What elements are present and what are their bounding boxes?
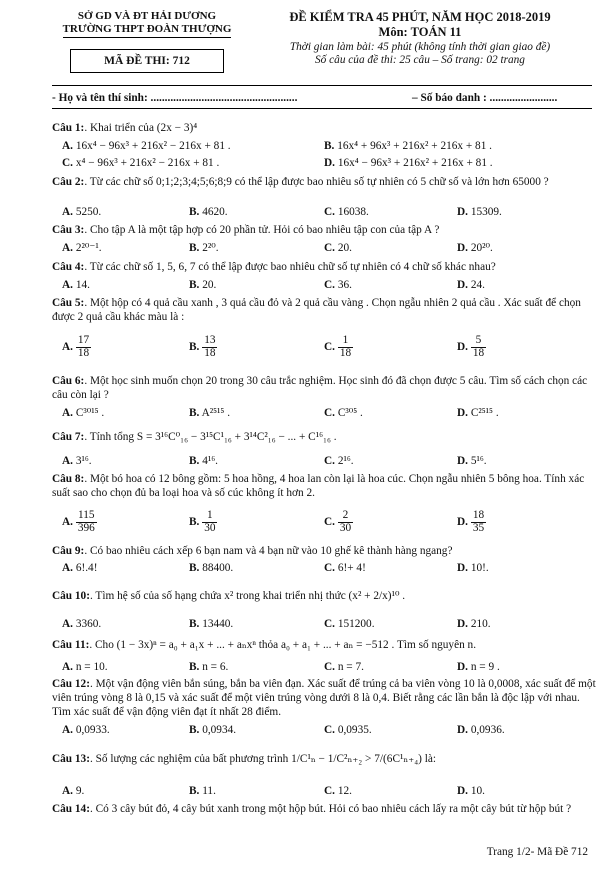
question-4-options [62,279,597,294]
option-b: B. $\frac{13}{18}$ [189,334,216,359]
exam-title: ĐỀ KIỂM TRA 45 PHÚT, NĂM HỌC 2018-2019 [289,10,551,24]
option-a: A. 3360. [62,618,102,630]
question-5 [52,297,597,325]
question-text: . Khai triển của (2x − 3)⁴ [84,122,198,134]
option-a: A. C³⁰¹⁵ . [62,407,105,419]
option-d: D. 5¹⁶. [457,455,487,467]
question-3 [52,224,597,238]
question-9 [52,545,597,559]
option-a: A. n = 10. [62,661,108,673]
student-name-field: - Họ và tên thí sinh: .................................................... [52,92,298,104]
question-5-options [62,335,597,369]
option-c: C. 6!+ 4! [324,562,366,574]
option-a: A. 14. [62,279,90,291]
option-b: B. n = 6. [189,661,229,673]
option-c: C. 0,0935. [324,724,372,736]
question-label: Câu 3: [52,224,85,236]
option-b: B. 0,0934. [189,724,237,736]
question-text: . Từ các chữ số 0;1;2;3;4;5;6;8;9 có thể lập được bao nhiêu số tự nhiên có 5 chữ số và lớn hơn 65000 ? [84,176,549,188]
option-a: A. 16x⁴ − 96x³ + 216x² − 216x + 81 . [62,140,231,152]
question-3-options [62,242,597,257]
option-b: B. A²⁵¹⁵ . [189,407,231,419]
option-d: D. 10!. [457,562,489,574]
school-header [52,10,242,38]
question-label: Câu 4: [52,261,85,273]
question-text: . Một học sinh muốn chọn 20 trong 30 câu trắc nghiệm. Học sinh đó đã chọn được 5 câu. Tìm số cách chọn các câu còn lại ? [52,375,588,401]
option-c: C. 20. [324,242,352,254]
question-label: Câu 8: [52,473,85,485]
option-b: B. 2²⁰. [189,242,219,254]
option-c: C. 36. [324,279,352,291]
question-6 [52,375,597,403]
option-b: B. 4620. [189,206,228,218]
question-4 [52,261,597,275]
question-label: Câu 10: [52,590,90,602]
option-a: A. $\frac{17}{18}$ [62,334,90,359]
question-label: Câu 1: [52,122,85,134]
question-7 [52,431,597,445]
question-text: . Một hộp có 4 quả cầu xanh , 3 quả cầu đỏ và 2 quả cầu vàng . Chọn ngẫu nhiên 2 quả cầu . Xác suất để chọn được 2 quả cầu khác màu là : [52,297,581,323]
page-footer: Trang 1/2- Mã Đề 712 [486,846,588,858]
question-1-options [62,140,597,155]
question-7-options [62,455,597,470]
question-label: Câu 5: [52,297,85,309]
option-d: D. C²⁵¹⁵ . [457,407,499,419]
option-b: B. 16x⁴ + 96x³ + 216x² + 216x + 81 . [324,140,493,152]
question-label: Câu 13: [52,753,90,765]
option-a: A. 2²⁰⁻¹. [62,242,102,254]
question-text: . Từ các chữ số 1, 5, 6, 7 có thể lập được bao nhiêu chữ số tự nhiên có 4 chữ số khác nhau? [84,261,496,273]
option-c: C. C³⁰⁵ . [324,407,363,419]
question-2-options [62,206,597,221]
question-8 [52,473,597,501]
option-d: D. 24. [457,279,485,291]
option-b: B. 13440. [189,618,234,630]
option-d: D. $\frac{18}{35}$ [457,509,485,534]
option-d: D. $\frac{5}{18}$ [457,334,485,359]
exam-header [255,10,585,68]
question-label: Câu 9: [52,545,85,557]
question-text: . Có 3 cây bút đỏ, 4 cây bút xanh trong một hộp bút. Hỏi có bao nhiêu cách lấy ra một cây bút từ hộp bút ? [89,803,572,815]
option-c: C. x⁴ − 96x³ + 216x² − 216x + 81 . [62,157,220,169]
option-d: D. 16x⁴ − 96x³ + 216x² + 216x + 81 . [324,157,493,169]
question-9-options [62,562,597,577]
option-b: B. 4¹⁶. [189,455,218,467]
option-c: C. 2¹⁶. [324,455,354,467]
divider [52,108,592,109]
student-id-field: – Số báo danh : ........................ [412,92,558,104]
question-10 [52,590,597,604]
option-b: B. $\frac{1}{30}$ [189,509,216,534]
question-label: Câu 14: [52,803,90,815]
exam-subject: Môn: TOÁN 11 [378,25,462,40]
question-6-options [62,407,597,422]
question-1-options-2 [62,157,597,172]
question-label: Câu 12: [52,678,90,690]
question-text: . Tính tổng S = 3¹⁶C⁰₁₆ − 3¹⁵C¹₁₆ + 3¹⁴C²₁₆ − ... + C¹⁶₁₆ . [84,431,337,443]
question-13-options [62,785,597,800]
option-d: D. 210. [457,618,491,630]
option-a: A. 9. [62,785,85,797]
option-c: C. $\frac{1}{18}$ [324,334,352,359]
option-c: C. 16038. [324,206,369,218]
option-b: B. 11. [189,785,216,797]
option-b: B. 20. [189,279,217,291]
exam-time: Thời gian làm bài: 45 phút (không tính thời gian giao đề) [289,40,551,53]
option-a: A. 0,0933. [62,724,110,736]
option-d: D. 10. [457,785,485,797]
option-c: C. $\frac{2}{30}$ [324,509,352,534]
question-label: Câu 6: [52,375,85,387]
question-11 [52,639,597,653]
question-12 [52,678,597,719]
question-2 [52,176,597,190]
option-c: C. n = 7. [324,661,364,673]
exam-count: Số câu của đề thi: 25 câu – Số trang: 02 trang [315,54,525,67]
option-d: D. 20²⁰. [457,242,493,254]
question-text: . Số lượng các nghiệm của bất phương trình 1/C¹ₙ − 1/C²ₙ₊₂ > 7/(6C¹ₙ₊₄) là: [89,753,437,765]
department-name: SỞ GD VÀ ĐT HẢI DƯƠNG [77,10,217,22]
question-text: . Có bao nhiêu cách xếp 6 bạn nam và 4 bạn nữ vào 10 ghế kê thành hàng ngang? [84,545,453,557]
option-d: D. 15309. [457,206,502,218]
divider [52,85,592,86]
question-text: . Tìm hệ số của số hạng chứa x² trong khai triển nhị thức (x² + 2/x)¹⁰ . [89,590,406,602]
question-13 [52,753,597,767]
question-8-options [62,510,597,544]
option-a: A. $\frac{115}{396}$ [62,509,95,534]
question-12-options [62,724,597,739]
question-label: Câu 2: [52,176,85,188]
exam-code-box: MÃ ĐỀ THI: 712 [70,49,224,73]
question-14 [52,803,597,817]
option-c: C. 12. [324,785,352,797]
option-a: A. 3¹⁶. [62,455,92,467]
question-text: . Cho tập A là một tập hợp có 20 phần tử. Hỏi có bao nhiêu tập con của tập A ? [84,224,440,236]
question-11-options [62,661,597,676]
option-c: C. 151200. [324,618,375,630]
question-text: . Một vận động viên bắn súng, bắn ba viên đạn. Xác suất để trúng cả ba viên vòng 10 là 0,0008, xác suất để một viên trúng vòng 8 là 0,15 và xác suất để một viên trúng vòng dưới 8 là 0,4. Biết rằng các lần bắn là độc lập với nhau. Tìm xác suất để vận động viên đạt ít nhất 28 điểm. [52,678,596,718]
option-a: A. 6!.4! [62,562,98,574]
question-label: Câu 11: [52,639,90,651]
option-b: B. 88400. [189,562,234,574]
question-text: . Một bó hoa có 12 bông gồm: 5 hoa hồng, 4 hoa lan còn lại là hoa cúc. Chọn ngẫu nhiên 5 bông hoa. Tính xác suất sao cho chọn đủ ba loại hoa và số cúc không ít hơn 2. [52,473,585,499]
question-10-options [62,618,597,633]
option-d: D. n = 9 . [457,661,500,673]
question-text: . Cho (1 − 3x)ⁿ = a₀ + a₁x + ... + aₙxⁿ thỏa a₀ + a₁ + ... + aₙ = −512 . Tìm số nguyên n. [89,639,477,651]
school-name: TRƯỜNG THPT ĐOÀN THƯỢNG [63,23,232,38]
question-label: Câu 7: [52,431,85,443]
option-d: D. 0,0936. [457,724,505,736]
option-a: A. 5250. [62,206,102,218]
question-1 [52,122,597,136]
